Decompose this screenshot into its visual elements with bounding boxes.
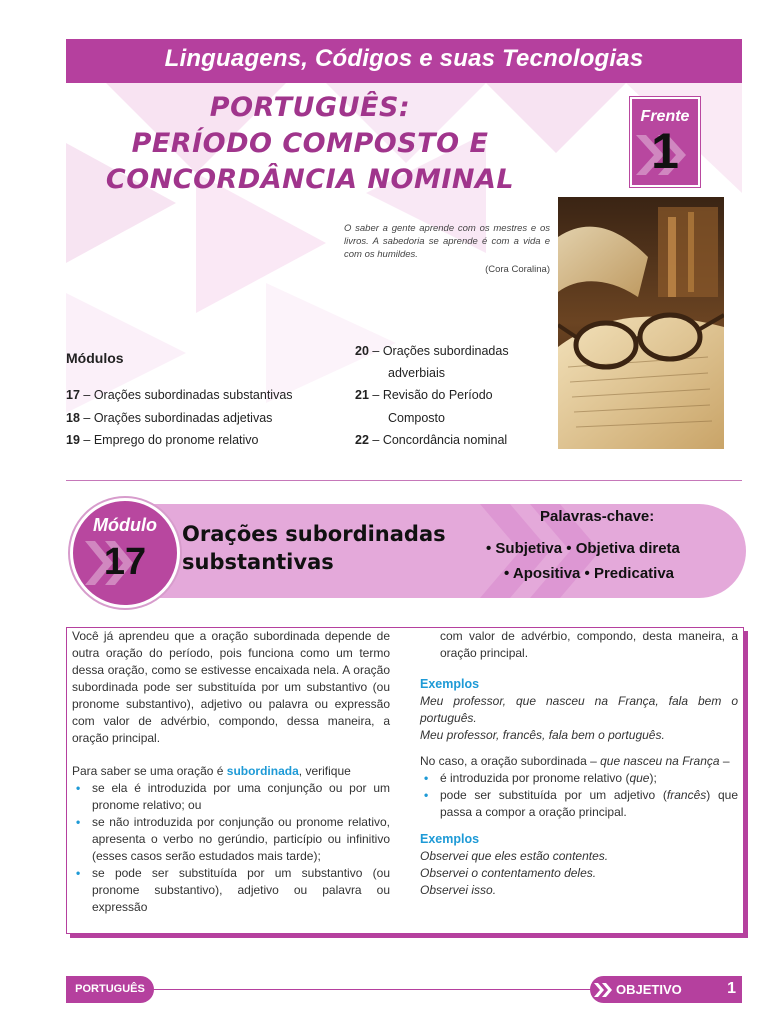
content-left-column	[72, 628, 390, 916]
epigraph-author: (Cora Coralina)	[485, 264, 550, 275]
list-item-text: é introduzida por pronome relativo (	[440, 771, 630, 785]
bullet-icon: •	[76, 866, 81, 880]
module-label: – Orações subordinadas	[372, 344, 509, 358]
case-list	[420, 770, 738, 821]
content-box	[66, 627, 744, 934]
module-label-cont: adverbiais	[388, 366, 445, 380]
module-label-cont: Composto	[388, 411, 445, 425]
module-label: – Concordância nominal	[372, 433, 508, 447]
module-label: – Revisão do Período	[372, 388, 493, 402]
module-list-item	[355, 433, 507, 447]
page-title	[100, 90, 520, 198]
footer-brand-name: OBJETIVO	[616, 982, 682, 997]
module-title: Orações subordinadas substantivas	[182, 522, 446, 574]
case-paragraph	[420, 753, 738, 770]
list-item	[72, 814, 390, 865]
bullet-icon: •	[76, 781, 81, 795]
title-line-2: PERÍODO COMPOSTO E	[131, 128, 489, 159]
example-sentence: Observei que eles estão contentes.	[420, 849, 609, 863]
examples-heading: Exemplos	[420, 677, 480, 691]
bullet-icon: •	[76, 815, 81, 829]
books-glasses-image	[558, 197, 724, 449]
module-number: 19	[66, 433, 80, 447]
module-number: 21	[355, 388, 369, 402]
objetivo-logo-icon	[594, 983, 614, 997]
modules-heading: Módulos	[66, 350, 124, 366]
footer-brand-tab	[590, 976, 742, 1003]
frente-badge	[630, 97, 700, 187]
examples-heading: Exemplos	[420, 832, 480, 846]
list-item-text-end: ) que passa a compor a oração principal.	[440, 788, 738, 819]
list-item	[72, 865, 390, 916]
verify-paragraph	[72, 763, 390, 780]
module-number: 22	[355, 433, 369, 447]
verify-text: Para saber se uma oração é	[72, 764, 227, 778]
list-item-italic: francês	[666, 788, 707, 802]
module-list-item	[355, 344, 509, 358]
example-sentence: Observei o contentamento deles.	[420, 866, 597, 880]
list-item-text-end: );	[649, 771, 657, 785]
intro-paragraph: Você já aprendeu que a oração subordinada depende de outra oração do período, pois funciona como um termo dessa oração, como se estivesse encaixada nela. A oração subordinada pode ser substituída por um substantivo (ou pronome substantivo), adjetivo ou palavra ou expressão com valor de advérbio, compondo, dessa maneira, a oração principal.	[72, 629, 390, 745]
list-item	[420, 770, 738, 787]
footer-section-label: PORTUGUÊS	[75, 983, 145, 995]
list-item-text: se ela é introduzida por uma conjunção ou por um pronome relativo; ou	[92, 781, 390, 812]
module-label: – Emprego do pronome relativo	[83, 433, 259, 447]
list-item-text: pode ser substituída por um adjetivo (	[440, 788, 667, 802]
module-number: 17	[103, 541, 147, 583]
list-item	[72, 780, 390, 814]
list-item-text: se pode ser substituída por um substantivo (ou pronome substantivo), adjetivo ou palavra ou expressão	[92, 866, 390, 914]
module-list-item	[66, 433, 259, 447]
content-right-column	[420, 628, 738, 899]
continuation-paragraph: com valor de advérbio, compondo, desta maneira, a oração principal.	[440, 629, 738, 660]
case-text-end: –	[719, 754, 730, 768]
module-label: – Orações subordinadas adjetivas	[83, 411, 273, 425]
books-glasses-photo	[558, 197, 724, 449]
section-banner-text: Linguagens, Códigos e suas Tecnologias	[164, 45, 644, 72]
example-sentence: Meu professor, que nasceu na França, fala bem o português.	[420, 694, 738, 725]
epigraph-quote: O saber a gente aprende com os mestres e os livros. A sabedoria se aprende é com a vida e com os humildes.	[344, 223, 550, 260]
footer-line	[150, 989, 594, 990]
module-number: 18	[66, 411, 80, 425]
title-line-1: PORTUGUÊS:	[209, 92, 411, 123]
bullet-icon: •	[424, 771, 429, 785]
case-text: No caso, a oração subordinada –	[420, 754, 601, 768]
footer-section-tab	[66, 976, 154, 1003]
bullet-icon: •	[424, 788, 429, 802]
module-label: – Orações subordinadas substantivas	[83, 388, 293, 402]
title-line-3: CONCORDÂNCIA NOMINAL	[105, 164, 515, 195]
criteria-list	[72, 780, 390, 916]
keywords-line: • Subjetiva • Objetiva direta	[486, 540, 680, 557]
module-word: Módulo	[93, 515, 157, 535]
module-list-item	[355, 388, 493, 402]
page-number: 1	[727, 980, 736, 997]
module-number: 17	[66, 388, 80, 402]
module-list-item	[66, 388, 293, 402]
subordinada-highlight: subordinada	[226, 764, 299, 778]
example-sentence: Meu professor, francês, fala bem o português.	[420, 728, 665, 742]
module-number-badge	[70, 498, 180, 608]
keywords-line: • Apositiva • Predicativa	[504, 565, 675, 582]
frente-number: 1	[651, 123, 679, 179]
module-list-item	[66, 411, 272, 425]
frente-label: Frente	[640, 108, 690, 125]
list-item	[420, 787, 738, 821]
verify-text-end: , verifique	[298, 764, 351, 778]
list-item-text: se não introduzida por conjunção ou pronome relativo, apresenta o verbo no gerúndio, particípio ou infinitivo (esses casos serão estudados mais tarde);	[92, 815, 390, 863]
case-italic: que nasceu na França	[600, 754, 720, 768]
example-sentence: Observei isso.	[420, 883, 497, 897]
section-divider	[66, 480, 742, 481]
module-number: 20	[355, 344, 369, 358]
keywords-heading: Palavras-chave:	[540, 508, 655, 525]
section-banner	[66, 39, 742, 83]
list-item-italic: que	[629, 771, 650, 785]
